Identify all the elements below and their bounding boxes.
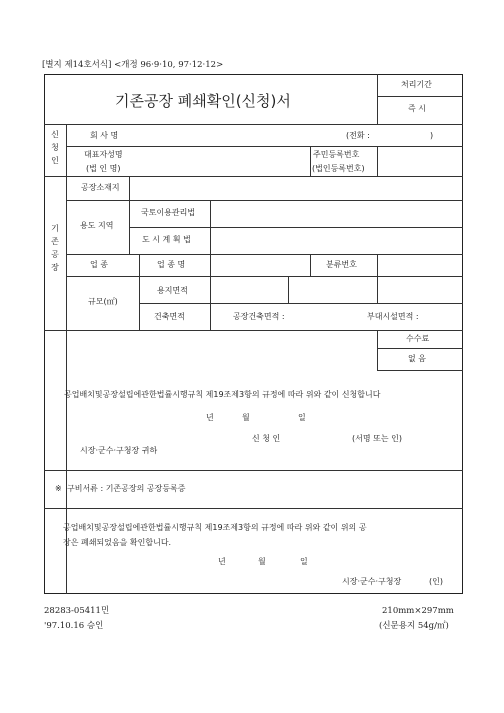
- resident-number-label: 주민등록번호: [313, 150, 360, 159]
- confirmation-date-year: 년: [218, 557, 226, 566]
- urban-plan-label: 도 시 계 획 법: [142, 235, 191, 244]
- factory-building-area-label: 공장건축면적 :: [233, 312, 285, 321]
- company-name-label: 회 사 명: [90, 131, 119, 140]
- fee-label: 수수료: [406, 334, 430, 343]
- application-date-year: 년: [206, 413, 214, 422]
- processing-period-value: 즉 시: [408, 104, 426, 113]
- form-code: 28283-05411민: [44, 606, 110, 616]
- paper-size: 210mm×297mm: [382, 606, 454, 616]
- industry-name-label: 업 종 명: [157, 260, 186, 269]
- corporation-name-label: (법 인 명): [86, 164, 121, 173]
- phone-label: (전화 :: [346, 131, 370, 140]
- factory-section-label: 기존공장: [51, 224, 59, 272]
- application-statement: 공업배치및공장설립에관한법률시행규칙 제19조제3항의 규정에 따라 위와 같이 신청합니다: [64, 390, 381, 399]
- phone-close: ): [430, 131, 434, 140]
- required-documents: 구비서류 : 기존공장의 공장등록증: [67, 484, 186, 493]
- processing-period-label: 처리기간: [401, 80, 432, 89]
- site-area-label: 용지면적: [157, 286, 188, 295]
- signature-or-seal-label: (서명 또는 인): [352, 434, 402, 443]
- applicant-section-label: 신청인: [51, 130, 59, 165]
- factory-location-label: 공장소재지: [81, 183, 120, 192]
- auxiliary-facility-area-label: 부대시설면적 :: [367, 312, 419, 321]
- confirmation-line-1: 공업배치및공장설립에관한법률시행규칙 제19조제3항의 규정에 따라 위와 같이 위의 공: [63, 523, 367, 532]
- approval-date: '97.10.16 승인: [44, 621, 104, 631]
- scale-label: 규모(㎡): [88, 297, 118, 306]
- corporate-number-label: (법인등록번호): [312, 164, 365, 173]
- confirmation-seal: (인): [429, 577, 443, 586]
- application-date-day: 일: [298, 413, 306, 422]
- confirmation-date-day: 일: [300, 557, 308, 566]
- fee-value: 없 음: [408, 354, 426, 363]
- application-date-month: 월: [242, 413, 250, 422]
- applicant-signature-label: 신 청 인: [252, 434, 281, 443]
- confirmation-line-2: 장은 폐쇄되었음을 확인합니다.: [63, 538, 172, 547]
- paper-spec: (신문용지 54g/㎡): [379, 621, 449, 631]
- confirmation-date-month: 월: [258, 557, 266, 566]
- classification-code-label: 분류번호: [326, 260, 357, 269]
- note-mark-icon: ※: [55, 484, 62, 493]
- application-recipient: 시장·군수·구청장 귀하: [80, 446, 158, 455]
- representative-label: 대표자성명: [84, 150, 123, 159]
- zone-label: 용도 지역: [80, 221, 114, 230]
- form-title: 기존공장 폐쇄확인(신청)서: [115, 92, 291, 110]
- confirmation-issuer: 시장·군수·구청장: [342, 577, 402, 586]
- industry-label: 업 종: [90, 260, 108, 269]
- land-law-label: 국토이용관리법: [141, 208, 196, 217]
- form-number-note: [별지 제14호서식] <개정 96·9·10, 97·12·12>: [42, 60, 224, 70]
- building-area-label: 건축면적: [154, 312, 185, 321]
